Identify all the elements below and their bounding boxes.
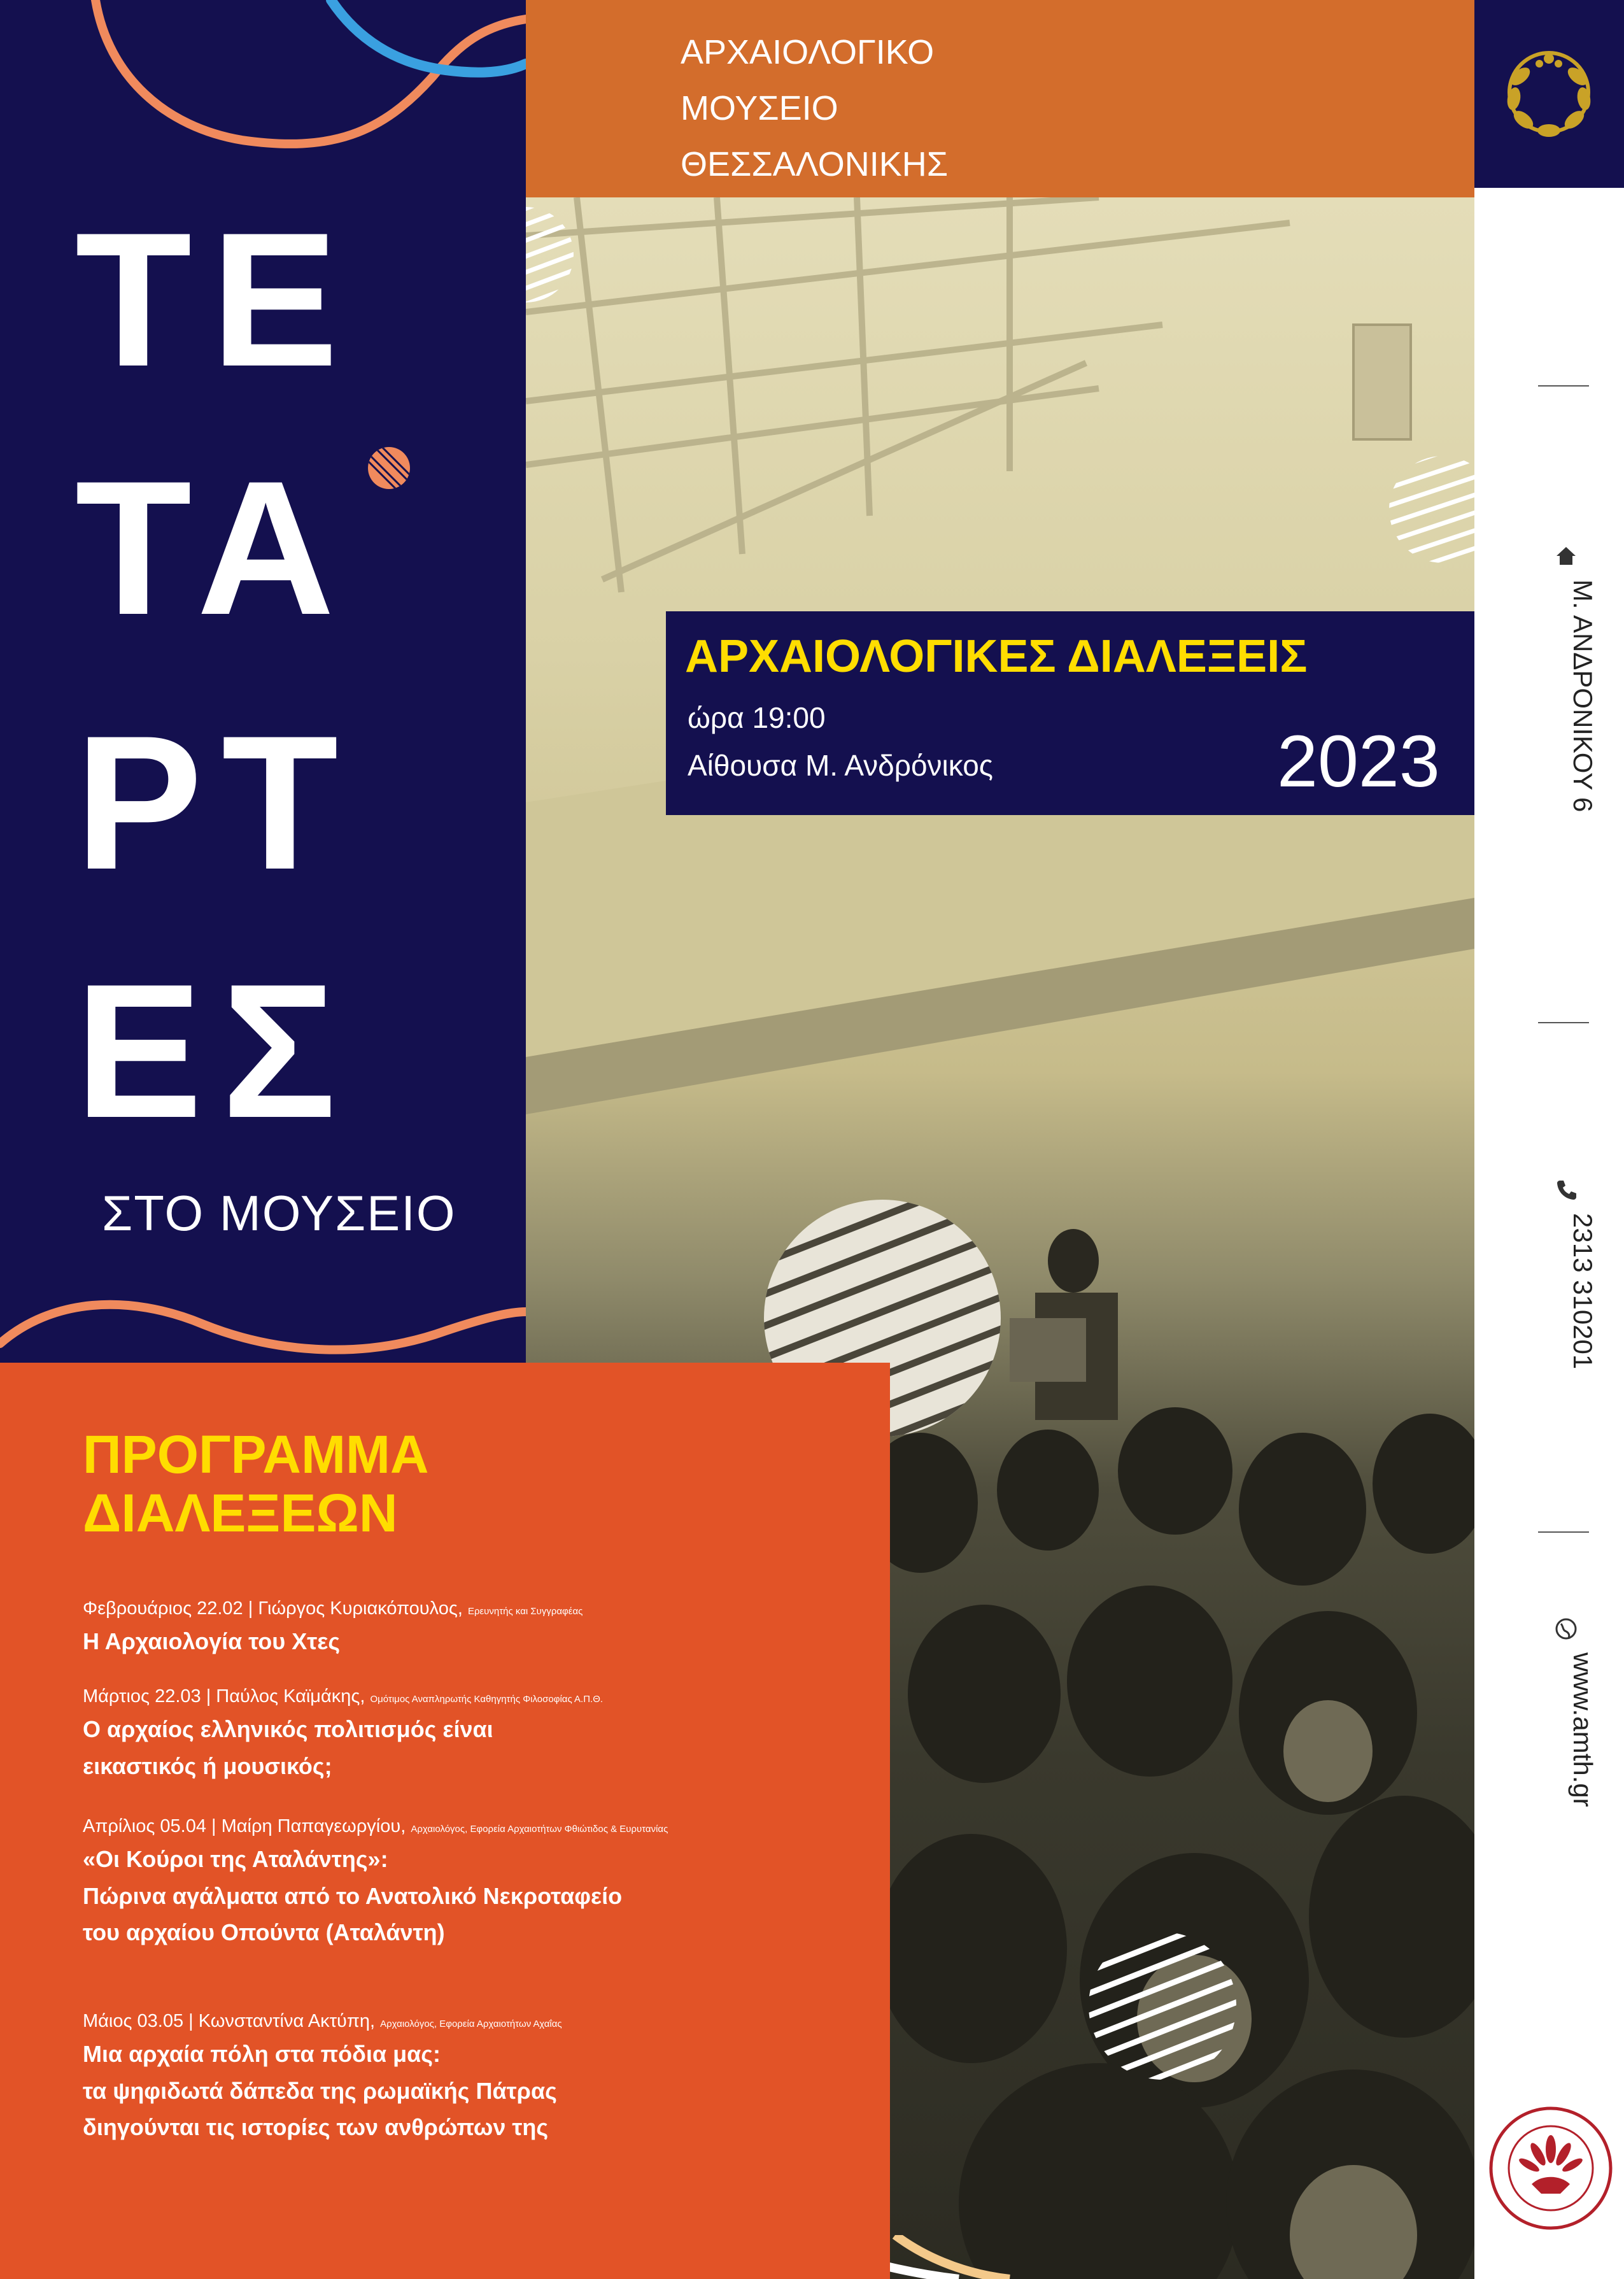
headline-subtitle: ΣΤΟ ΜΟΥΣΕΙΟ <box>102 1185 456 1241</box>
entry-speaker: Παύλος Καϊμάκης, <box>216 1686 365 1707</box>
contact-website[interactable]: www.amth.gr <box>1568 1652 1598 1807</box>
striped-circle-icon <box>526 204 577 306</box>
globe-icon <box>1555 1617 1578 1640</box>
program-entry <box>83 1816 668 1951</box>
entry-title-line: Μια αρχαία πόλη στα πόδια μας: <box>83 2041 441 2067</box>
museum-header <box>526 0 1474 197</box>
museum-logo-box <box>1474 0 1624 188</box>
entry-speaker: Μαίρη Παπαγεωργίου, <box>221 1816 406 1836</box>
left-navy-panel <box>0 0 526 1369</box>
entry-title-line: Ο αρχαίος ελληνικός πολιτισμός είναι <box>83 1716 493 1742</box>
entry-title-line: Πώρινα αγάλματα από το Ανατολικό Νεκροταφείο <box>83 1882 623 1909</box>
entry-header <box>83 1598 583 1619</box>
home-icon <box>1555 544 1578 567</box>
contact-address: Μ. ΑΝΔΡΟΝΙΚΟΥ 6 <box>1568 579 1598 813</box>
entry-title-line: διηγούνται τις ιστορίες των ανθρώπων της <box>83 2114 549 2141</box>
program-title <box>83 1425 429 1542</box>
entry-date: Μάιος 03.05 | <box>83 2011 194 2031</box>
entry-title-line: τα ψηφιδωτά δάπεδα της ρωμαϊκής Πάτρας <box>83 2077 557 2104</box>
entry-header <box>83 2011 562 2032</box>
banner-year: 2023 <box>1277 721 1440 802</box>
headline-row-1: ΤΕ <box>75 192 358 406</box>
divider-line <box>1538 1022 1589 1023</box>
entry-title <box>83 1841 668 1951</box>
entry-title <box>83 1711 603 1784</box>
striped-circle-icon <box>1385 452 1474 567</box>
banner-title: ΑΡΧΑΙΟΛΟΓΙΚΕΣ ΔΙΑΛΕΞΕΙΣ <box>685 631 1308 682</box>
entry-header <box>83 1816 668 1837</box>
phone-icon <box>1555 1178 1578 1201</box>
entry-date: Φεβρουάριος 22.02 | <box>83 1598 253 1619</box>
salmon-dot-icon <box>367 446 411 490</box>
museum-name-block <box>681 24 948 192</box>
entry-date: Απρίλιος 05.04 | <box>83 1816 216 1836</box>
entry-role: Ομότιμος Αναπληρωτής Καθηγητής Φιλοσοφίας Α.Π.Θ. <box>370 1694 604 1705</box>
headline-row-2: ΤΑ <box>75 441 354 655</box>
program-title-line-2: ΔΙΑΛΕΞΕΩΝ <box>83 1483 398 1543</box>
entry-title-line: «Οι Κούροι της Αταλάντης»: <box>83 1846 388 1872</box>
lecture-banner <box>666 611 1474 815</box>
museum-line-3: ΘΕΣΣΑΛΟΝΙΚΗΣ <box>681 145 949 183</box>
program-entry <box>83 2011 562 2146</box>
banner-time: ώρα 19:00 <box>688 701 826 734</box>
entry-role: Αρχαιολόγος, Εφορεία Αρχαιοτήτων Αχαΐας <box>380 2019 562 2029</box>
headline-row-3: ΡΤ <box>75 695 358 909</box>
contact-strip <box>1474 188 1624 2279</box>
entry-date: Μάρτιος 22.03 | <box>83 1686 211 1707</box>
striped-circle-icon <box>1086 1929 1239 2082</box>
museum-line-2: ΜΟΥΣΕΙΟ <box>681 89 838 127</box>
museum-wreath-logo-icon <box>1495 38 1603 146</box>
entry-title-line: Η Αρχαιολογία του Χτες <box>83 1628 341 1654</box>
divider-line <box>1538 1531 1589 1533</box>
program-title-line-1: ΠΡΟΓΡΑΜΜΑ <box>83 1424 429 1484</box>
entry-title <box>83 1623 583 1660</box>
contact-phone: 2313 310201 <box>1568 1213 1598 1370</box>
entry-title-line: εικαστικός ή μουσικός; <box>83 1752 332 1779</box>
entry-title-line: του αρχαίου Οπούντα (Αταλάντη) <box>83 1919 445 1946</box>
entry-speaker: Γιώργος Κυριακόπουλος, <box>258 1598 463 1619</box>
program-entry <box>83 1686 603 1784</box>
entry-header <box>83 1686 603 1707</box>
banner-venue: Αίθουσα Μ. Ανδρόνικος <box>688 749 993 782</box>
program-entry <box>83 1598 583 1660</box>
entry-speaker: Κωνσταντίνα Ακτύπη, <box>198 2011 376 2031</box>
museum-line-1: ΑΡΧΑΙΟΛΟΓΙΚΟ <box>681 33 935 71</box>
friends-association-seal-icon <box>1487 2105 1614 2232</box>
entry-title <box>83 2036 562 2146</box>
headline-row-4: ΕΣ <box>75 944 356 1158</box>
program-box <box>0 1363 890 2279</box>
entry-role: Αρχαιολόγος, Εφορεία Αρχαιοτήτων Φθιώτιδος & Ευρυτανίας <box>411 1824 668 1835</box>
divider-line <box>1538 385 1589 387</box>
entry-role: Ερευνητής και Συγγραφέας <box>467 1606 583 1617</box>
